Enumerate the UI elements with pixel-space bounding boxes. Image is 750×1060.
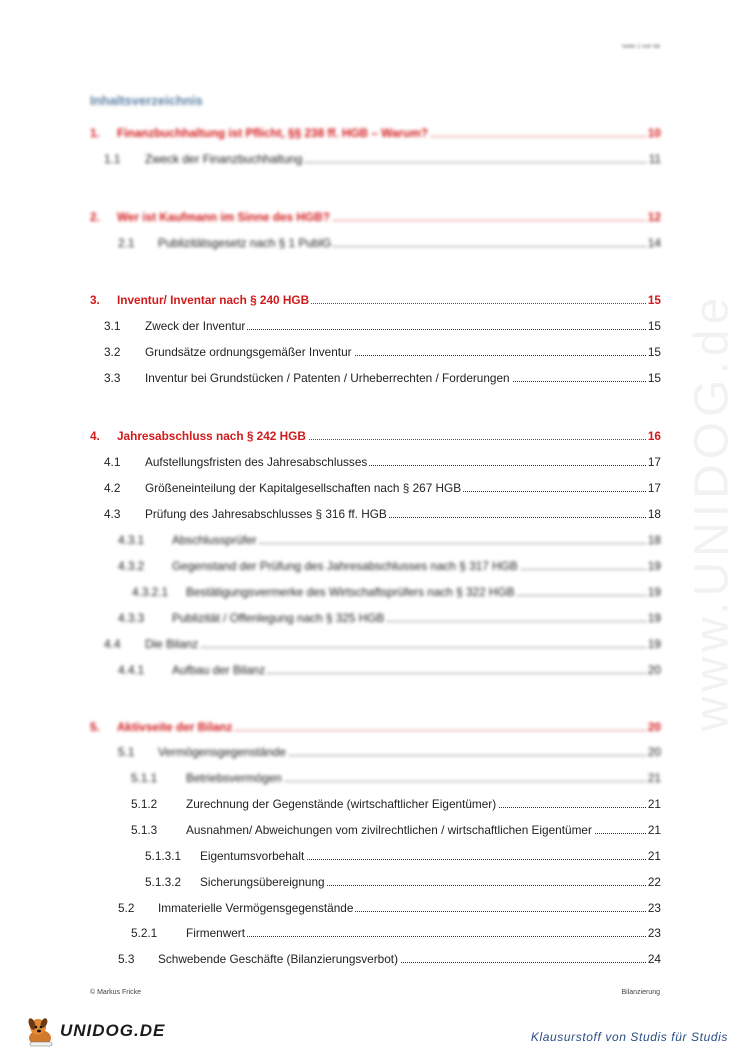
toc-entry-number: 4.3.3 — [118, 611, 145, 625]
toc-entry-page: 18 — [647, 507, 661, 521]
toc-entry-page: 20 — [647, 745, 661, 759]
toc-title: Inhaltsverzeichnis — [90, 93, 203, 108]
toc-entry[interactable] — [0, 210, 750, 228]
toc-entry-number: 3.2 — [104, 345, 121, 359]
toc-entry-title: Sicherungsübereignung — [200, 875, 325, 889]
toc-entry-page: 21 — [647, 797, 661, 811]
toc-entry-title: Jahresabschluss nach § 242 HGB — [117, 429, 306, 443]
toc-entry[interactable] — [0, 745, 750, 763]
toc-entry-title: Firmenwert — [186, 926, 245, 940]
toc-entry-number: 1. — [90, 126, 100, 140]
toc-entry[interactable] — [0, 507, 750, 525]
toc-entry-page: 21 — [647, 771, 661, 785]
logo-text: UNIDOG.DE — [60, 1021, 166, 1040]
toc-entry-page: 17 — [647, 481, 661, 495]
toc-entry-page: 19 — [647, 559, 661, 573]
toc-entry-page: 19 — [647, 611, 661, 625]
toc-entry-page: 24 — [647, 952, 661, 966]
toc-entry-page: 20 — [647, 663, 661, 677]
toc-entry-title: Prüfung des Jahresabschlusses § 316 ff. HGB — [145, 507, 387, 521]
toc-entry-number: 5.1.3 — [131, 823, 158, 837]
toc-entry-title: Zweck der Finanzbuchhaltung — [145, 152, 303, 166]
toc-entry-number: 5.1.1 — [131, 771, 158, 785]
toc-entry[interactable] — [0, 849, 750, 867]
toc-entry-number: 5.2 — [118, 901, 135, 915]
toc-entry-title: Bestätigungsvermerke des Wirtschaftsprüfers nach § 322 HGB — [186, 585, 515, 599]
toc-entry-page: 15 — [647, 371, 661, 385]
toc-entry[interactable] — [0, 901, 750, 919]
unidog-logo[interactable] — [24, 1014, 174, 1050]
toc-entry-title: Aktivseite der Bilanz — [117, 720, 233, 734]
dog-icon — [24, 1014, 60, 1050]
toc-entry-page: 20 — [647, 720, 661, 734]
toc-entry-page: 12 — [647, 210, 661, 224]
toc-entry-number: 4.4.1 — [118, 663, 145, 677]
toc-entry-page: 11 — [648, 152, 661, 166]
toc-entry[interactable] — [0, 823, 750, 841]
toc-entry-number: 5.3 — [118, 952, 135, 966]
toc-entry-page: 15 — [647, 319, 661, 333]
toc-entry-title: Schwebende Geschäfte (Bilanzierungsverbot) — [158, 952, 399, 966]
toc-entry[interactable] — [0, 481, 750, 499]
toc-entry-number: 5.1 — [118, 745, 135, 759]
toc-entry[interactable] — [0, 152, 750, 170]
toc-entry[interactable] — [0, 319, 750, 337]
toc-entry[interactable] — [0, 637, 750, 655]
toc-entry-number: 3. — [90, 293, 100, 307]
toc-entry-page: 14 — [647, 236, 661, 250]
toc-entry-number: 5.1.3.2 — [145, 875, 182, 889]
toc-entry-title: Inventur/ Inventar nach § 240 HGB — [117, 293, 310, 307]
toc-entry-title: Zurechnung der Gegenstände (wirtschaftlicher Eigentümer) — [186, 797, 497, 811]
toc-entry-title: Gegenstand der Prüfung des Jahresabschlusses nach § 317 HGB — [172, 559, 518, 573]
toc-entry-title: Zweck der Inventur — [145, 319, 246, 333]
watermark: www.UNIDOG.de — [685, 292, 739, 732]
toc-entry[interactable] — [0, 771, 750, 789]
toc-entry-title: Ausnahmen/ Abweichungen vom zivilrechtlichen / wirtschaftlichen Eigentümer — [186, 823, 592, 837]
toc-entry-page: 15 — [647, 345, 661, 359]
toc-entry[interactable] — [0, 236, 750, 254]
toc-entry-number: 4.3.2 — [118, 559, 145, 573]
toc-entry-title: Inventur bei Grundstücken / Patenten / Urheberrechten / Forderungen — [145, 371, 510, 385]
toc-entry[interactable] — [0, 952, 750, 970]
toc-entry-number: 4.2 — [104, 481, 121, 495]
toc-entry-title: Betriebsvermögen — [186, 771, 282, 785]
toc-entry-page: 16 — [647, 429, 661, 443]
toc-entry[interactable] — [0, 875, 750, 893]
toc-entry-number: 5.1.3.1 — [145, 849, 182, 863]
toc-entry[interactable] — [0, 293, 750, 311]
toc-entry-title: Finanzbuchhaltung ist Pflicht, §§ 238 ff. HGB – Warum? — [117, 126, 428, 140]
toc-entry-title: Die Bilanz — [145, 637, 199, 651]
toc-entry[interactable] — [0, 126, 750, 144]
toc-entry-number: 4.4 — [104, 637, 121, 651]
toc-entry-title: Eigentumsvorbehalt — [200, 849, 305, 863]
toc-entry-number: 1.1 — [104, 152, 121, 166]
toc-entry-page: 21 — [647, 849, 661, 863]
toc-entry-title: Publizitätsgesetz nach § 1 PublG — [158, 236, 332, 250]
toc-entry-number: 2. — [90, 210, 100, 224]
toc-entry-title: Aufbau der Bilanz — [172, 663, 266, 677]
toc-entry-title: Aufstellungsfristen des Jahresabschlusses — [145, 455, 368, 469]
toc-entry[interactable] — [0, 611, 750, 629]
toc-entry[interactable] — [0, 371, 750, 389]
tagline: Klausurstoff von Studis für Studis — [530, 1030, 728, 1044]
toc-entry-page: 18 — [647, 533, 661, 547]
toc-entry-number: 5.1.2 — [131, 797, 158, 811]
toc-entry[interactable] — [0, 663, 750, 681]
toc-entry-number: 4.1 — [104, 455, 121, 469]
toc-entry-page: 19 — [647, 637, 661, 651]
toc-entry[interactable] — [0, 797, 750, 815]
toc-entry-number: 5.2.1 — [131, 926, 158, 940]
toc-entry[interactable] — [0, 533, 750, 551]
toc-entry-number: 2.1 — [118, 236, 135, 250]
toc-entry-number: 4.3.2.1 — [132, 585, 169, 599]
toc-entry-page: 15 — [647, 293, 661, 307]
toc-entry-title: Abschlussprüfer — [172, 533, 257, 547]
toc-entry-number: 4. — [90, 429, 100, 443]
toc-entry-page: 19 — [647, 585, 661, 599]
footer-author: © Markus Fricke — [90, 989, 142, 996]
toc-entry-page: 23 — [647, 901, 661, 915]
toc-entry-number: 3.1 — [104, 319, 121, 333]
toc-entry[interactable] — [0, 926, 750, 944]
page-number: Seite 2 von 68 — [621, 44, 660, 50]
toc-entry-title: Wer ist Kaufmann im Sinne des HGB? — [117, 210, 330, 224]
toc-entry-title: Grundsätze ordnungsgemäßer Inventur — [145, 345, 352, 359]
toc-entry-title: Immaterielle Vermögensgegenstände — [158, 901, 354, 915]
toc-entry[interactable] — [0, 345, 750, 363]
toc-entry[interactable] — [0, 429, 750, 447]
toc-entry-number: 3.3 — [104, 371, 121, 385]
toc-entry-number: 4.3 — [104, 507, 121, 521]
toc-entry[interactable] — [0, 559, 750, 577]
toc-entry-page: 21 — [647, 823, 661, 837]
toc-entry[interactable] — [0, 585, 750, 603]
toc-entry-title: Vermögensgegenstände — [158, 745, 286, 759]
toc-entry-number: 5. — [90, 720, 100, 734]
toc-entry-title: Publizität / Offenlegung nach § 325 HGB — [172, 611, 385, 625]
toc-entry-number: 4.3.1 — [118, 533, 145, 547]
toc-entry-page: 17 — [647, 455, 661, 469]
toc-entry-page: 22 — [647, 875, 661, 889]
toc-entry-page: 23 — [647, 926, 661, 940]
footer-subject: Bilanzierung — [621, 989, 660, 996]
toc-entry[interactable] — [0, 720, 750, 738]
toc-entry[interactable] — [0, 455, 750, 473]
toc-entry-page: 10 — [647, 126, 661, 140]
toc-entry-title: Größeneinteilung der Kapitalgesellschaften nach § 267 HGB — [145, 481, 462, 495]
